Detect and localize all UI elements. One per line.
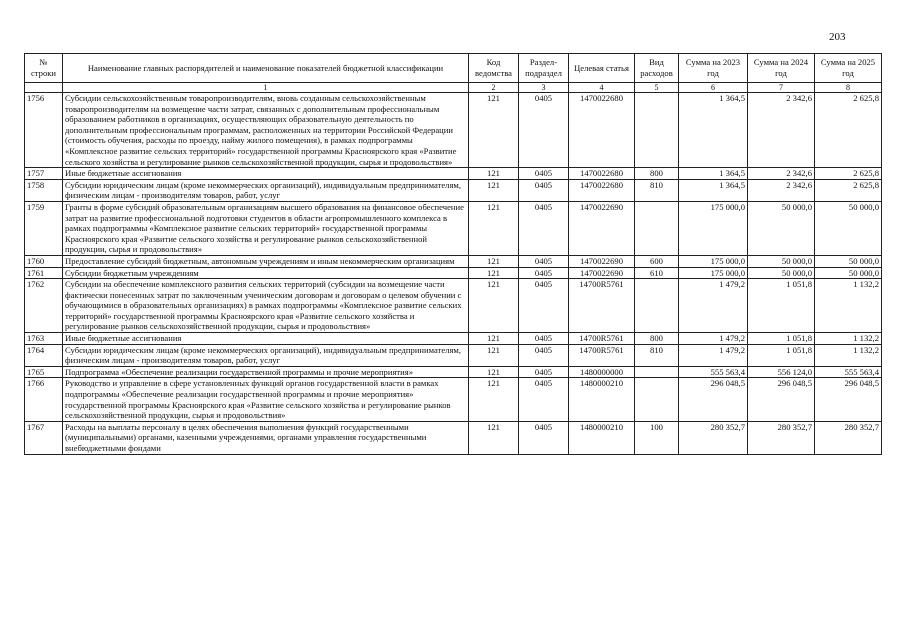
row-number: 1758 [25, 179, 63, 201]
row-amount-2024: 556 124,0 [748, 366, 815, 378]
table-row [25, 279, 882, 333]
header-target: Целевая статья [569, 54, 635, 83]
row-expense-type: 810 [635, 179, 679, 201]
row-dept-code: 121 [469, 279, 519, 333]
column-number: 4 [569, 83, 635, 93]
row-amount-2024: 1 051,8 [748, 279, 815, 333]
row-dept-code: 121 [469, 267, 519, 279]
row-expense-type: 100 [635, 421, 679, 454]
table-row [25, 168, 882, 180]
row-amount-2023: 555 563,4 [679, 366, 748, 378]
row-amount-2024: 1 051,8 [748, 344, 815, 366]
table-row [25, 179, 882, 201]
row-expense-type: 800 [635, 168, 679, 180]
row-amount-2025: 555 563,4 [815, 366, 882, 378]
row-expense-type [635, 93, 679, 168]
table-row [25, 366, 882, 378]
row-amount-2023: 280 352,7 [679, 421, 748, 454]
row-number: 1763 [25, 333, 63, 345]
row-number: 1761 [25, 267, 63, 279]
row-number: 1764 [25, 344, 63, 366]
row-section-code: 0405 [519, 333, 569, 345]
row-amount-2023: 175 000,0 [679, 267, 748, 279]
row-number: 1767 [25, 421, 63, 454]
row-target-article: 1470022690 [569, 255, 635, 267]
row-amount-2025: 1 132,2 [815, 279, 882, 333]
row-dept-code: 121 [469, 168, 519, 180]
row-amount-2024: 50 000,0 [748, 267, 815, 279]
row-name: Субсидии сельскохозяйственным товаропроизводителям, вновь созданным сельскохозяйственным товаропроизводителям на возмещение части затрат, связанных с дополнительным профессиональным образованием работников в организациях, осуществляющих образовательную деятельность по дополнительным профессиональным программам, расположенных на территории Российской Федерации (стоимость обучения, расходы по проезду, найму жилого помещения), в рамках подпрограммы «Комплексное развитие сельских территорий» государственной программы Красноярского края «Развитие сельского хозяйства и регулирование рынков сельскохозяйственной продукции, сырья и продовольствия» [63, 93, 469, 168]
row-dept-code: 121 [469, 378, 519, 421]
row-expense-type [635, 378, 679, 421]
row-amount-2025: 2 625,8 [815, 179, 882, 201]
row-amount-2023: 175 000,0 [679, 255, 748, 267]
row-name: Субсидии на обеспечение комплексного развития сельских территорий (субсидии на возмещение части фактически понесенных затрат по заключенным ученическим договорам и договорам о целевом обучении с обучающимися в образовательных организациях) в рамках подпрограммы «Комплексное развитие сельских территорий» государственной программы Красноярского края «Развитие сельского хозяйства и регулирование рынков сельскохозяйственной продукции, сырья и продовольствия» [63, 279, 469, 333]
column-number: 5 [635, 83, 679, 93]
table-row [25, 201, 882, 255]
row-dept-code: 121 [469, 344, 519, 366]
row-target-article: 1470022680 [569, 93, 635, 168]
row-amount-2024: 296 048,5 [748, 378, 815, 421]
row-dept-code: 121 [469, 421, 519, 454]
budget-table [24, 53, 882, 455]
row-name: Иные бюджетные ассигнования [63, 333, 469, 345]
row-number: 1757 [25, 168, 63, 180]
row-expense-type [635, 279, 679, 333]
column-number: 6 [679, 83, 748, 93]
row-expense-type: 600 [635, 255, 679, 267]
row-expense-type [635, 201, 679, 255]
row-amount-2024: 2 342,6 [748, 179, 815, 201]
column-number: 7 [748, 83, 815, 93]
row-amount-2025: 280 352,7 [815, 421, 882, 454]
row-amount-2023: 1 364,5 [679, 168, 748, 180]
row-amount-2024: 1 051,8 [748, 333, 815, 345]
row-section-code: 0405 [519, 255, 569, 267]
row-dept-code: 121 [469, 179, 519, 201]
row-amount-2023: 1 479,2 [679, 344, 748, 366]
row-name: Расходы на выплаты персоналу в целях обеспечения выполнения функций государственными (муниципальными) органами, казенными учреждениями, органами управления государственными внебюджетными фондами [63, 421, 469, 454]
header-2024: Сумма на 2024 год [748, 54, 815, 83]
header-section: Раздел-подраздел [519, 54, 569, 83]
row-target-article: 14700R5761 [569, 279, 635, 333]
row-section-code: 0405 [519, 201, 569, 255]
row-amount-2023: 1 364,5 [679, 93, 748, 168]
row-amount-2024: 2 342,6 [748, 93, 815, 168]
table-row [25, 267, 882, 279]
row-number: 1766 [25, 378, 63, 421]
header-num: № строки [25, 54, 63, 83]
column-number: 1 [63, 83, 469, 93]
column-number: 3 [519, 83, 569, 93]
table-row [25, 344, 882, 366]
row-name: Гранты в форме субсидий образовательным организациям высшего образования на финансовое обеспечение затрат на развитие профессиональной подготовки студентов в области агропромышленного комплекса в рамках подпрограммы «Комплексное развитие сельских территорий» государственной программы Красноярского края «Развитие сельского хозяйства и регулирование рынков сельскохозяйственной продукции, сырья и продовольствия» [63, 201, 469, 255]
row-amount-2023: 1 479,2 [679, 333, 748, 345]
row-name: Субсидии бюджетным учреждениям [63, 267, 469, 279]
row-section-code: 0405 [519, 93, 569, 168]
row-target-article: 1480000000 [569, 366, 635, 378]
page-number: 203 [829, 31, 846, 43]
row-section-code: 0405 [519, 366, 569, 378]
row-target-article: 1480000210 [569, 421, 635, 454]
table-row [25, 333, 882, 345]
row-dept-code: 121 [469, 333, 519, 345]
row-number: 1762 [25, 279, 63, 333]
row-expense-type: 810 [635, 344, 679, 366]
header-2023: Сумма на 2023 год [679, 54, 748, 83]
row-target-article: 14700R5761 [569, 333, 635, 345]
table-row [25, 421, 882, 454]
column-number: 8 [815, 83, 882, 93]
row-name: Руководство и управление в сфере установленных функций органов государственной власти в рамках подпрограммы «Обеспечение реализации государственной программы и прочие мероприятия» государственной программы Красноярского края «Развитие сельского хозяйства и регулирование рынков сельскохозяйственной продукции, сырья и продовольствия» [63, 378, 469, 421]
row-amount-2025: 296 048,5 [815, 378, 882, 421]
row-amount-2023: 175 000,0 [679, 201, 748, 255]
row-dept-code: 121 [469, 201, 519, 255]
header-name: Наименование главных распорядителей и наименование показателей бюджетной классификации [63, 54, 469, 83]
row-name: Предоставление субсидий бюджетным, автономным учреждениям и иным некоммерческим организациям [63, 255, 469, 267]
row-amount-2025: 50 000,0 [815, 255, 882, 267]
header-2025: Сумма на 2025 год [815, 54, 882, 83]
header-dept: Код ведомства [469, 54, 519, 83]
row-name: Подпрограмма «Обеспечение реализации государственной программы и прочие мероприятия» [63, 366, 469, 378]
row-expense-type: 800 [635, 333, 679, 345]
row-expense-type [635, 366, 679, 378]
row-target-article: 1470022680 [569, 179, 635, 201]
row-amount-2023: 1 364,5 [679, 179, 748, 201]
row-number: 1760 [25, 255, 63, 267]
row-target-article: 14700R5761 [569, 344, 635, 366]
column-number-row [25, 83, 882, 93]
row-amount-2025: 1 132,2 [815, 344, 882, 366]
table-row [25, 255, 882, 267]
column-number [25, 83, 63, 93]
row-name: Субсидии юридическим лицам (кроме некоммерческих организаций), индивидуальным предпринимателям, физическим лицам - производителям товаров, работ, услуг [63, 179, 469, 201]
header-exp-type: Вид расходов [635, 54, 679, 83]
row-dept-code: 121 [469, 366, 519, 378]
row-amount-2024: 280 352,7 [748, 421, 815, 454]
row-dept-code: 121 [469, 255, 519, 267]
row-amount-2025: 50 000,0 [815, 201, 882, 255]
row-amount-2025: 2 625,8 [815, 168, 882, 180]
row-amount-2023: 296 048,5 [679, 378, 748, 421]
row-section-code: 0405 [519, 179, 569, 201]
row-number: 1765 [25, 366, 63, 378]
row-section-code: 0405 [519, 344, 569, 366]
row-amount-2024: 50 000,0 [748, 201, 815, 255]
row-section-code: 0405 [519, 378, 569, 421]
header-row [25, 54, 882, 83]
column-number: 2 [469, 83, 519, 93]
table-row [25, 378, 882, 421]
row-target-article: 1480000210 [569, 378, 635, 421]
row-name: Иные бюджетные ассигнования [63, 168, 469, 180]
row-target-article: 1470022680 [569, 168, 635, 180]
row-section-code: 0405 [519, 421, 569, 454]
row-target-article: 1470022690 [569, 201, 635, 255]
row-amount-2025: 50 000,0 [815, 267, 882, 279]
row-amount-2025: 1 132,2 [815, 333, 882, 345]
row-target-article: 1470022690 [569, 267, 635, 279]
row-name: Субсидии юридическим лицам (кроме некоммерческих организаций), индивидуальным предпринимателям, физическим лицам - производителям товаров, работ, услуг [63, 344, 469, 366]
table-row [25, 93, 882, 168]
row-number: 1759 [25, 201, 63, 255]
row-amount-2023: 1 479,2 [679, 279, 748, 333]
row-amount-2024: 50 000,0 [748, 255, 815, 267]
row-expense-type: 610 [635, 267, 679, 279]
row-section-code: 0405 [519, 279, 569, 333]
row-section-code: 0405 [519, 267, 569, 279]
row-section-code: 0405 [519, 168, 569, 180]
row-amount-2025: 2 625,8 [815, 93, 882, 168]
row-number: 1756 [25, 93, 63, 168]
row-amount-2024: 2 342,6 [748, 168, 815, 180]
row-dept-code: 121 [469, 93, 519, 168]
